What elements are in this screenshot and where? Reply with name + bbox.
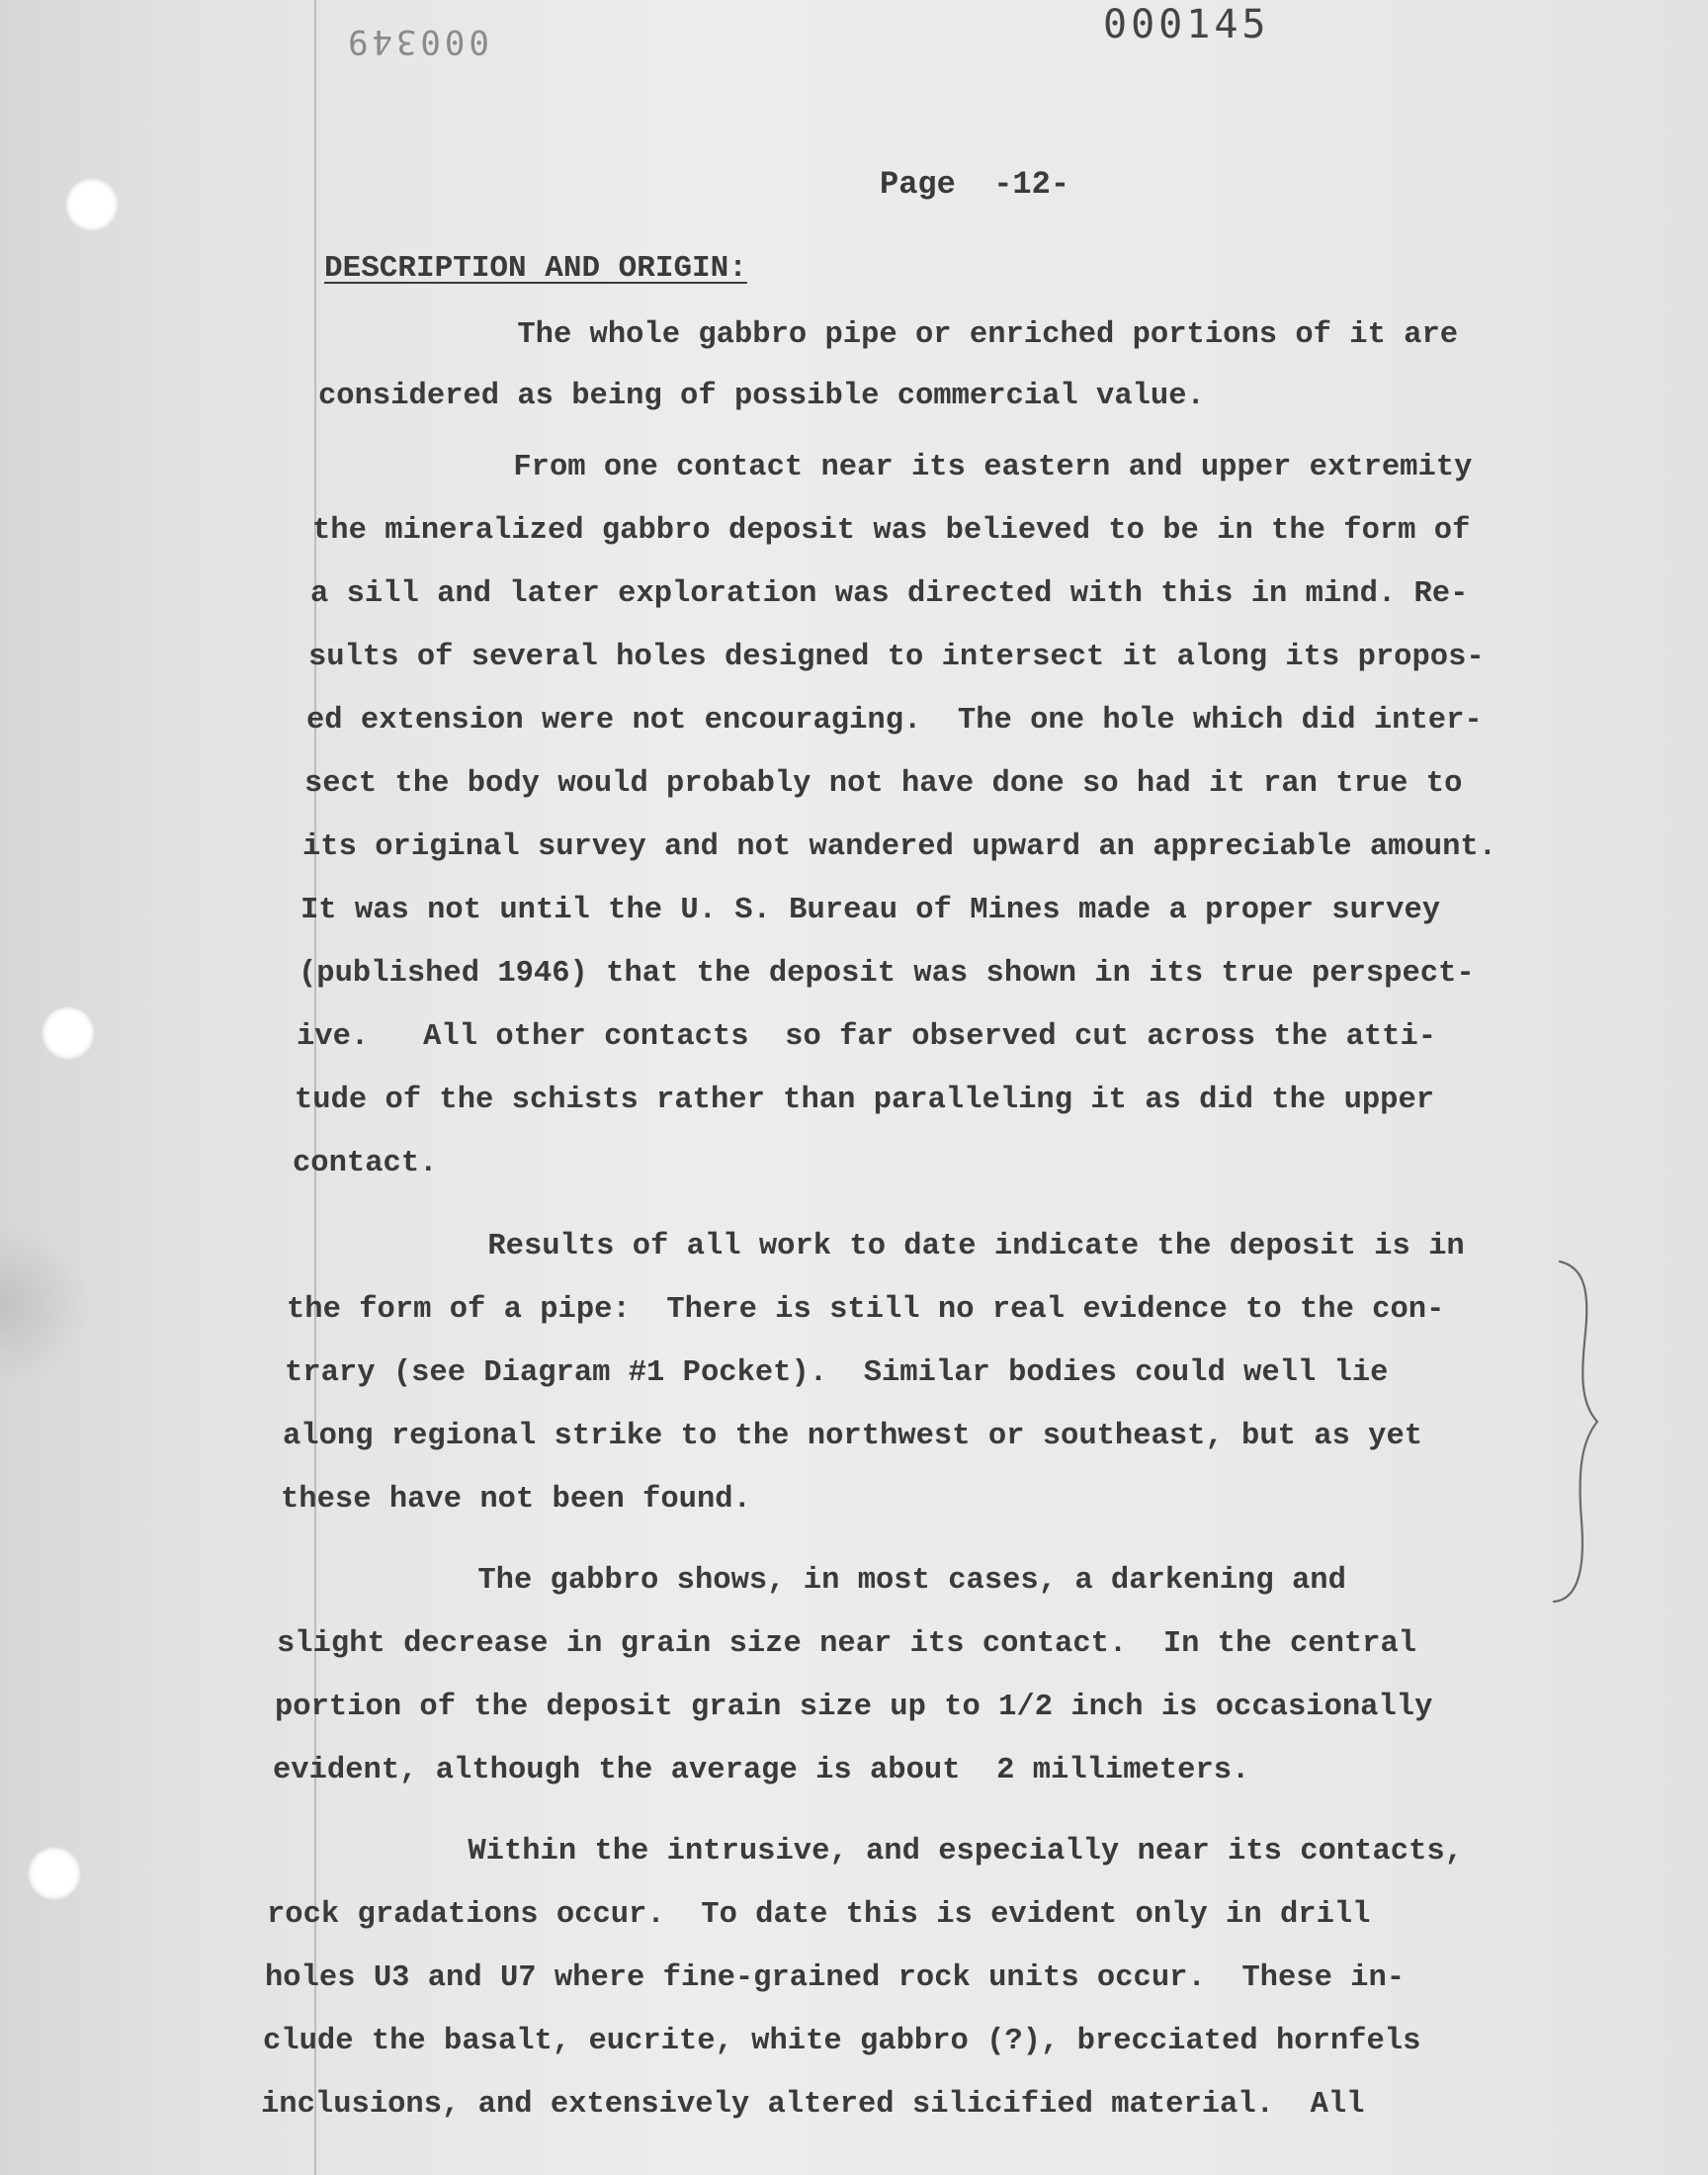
body-line: inclusions, and extensively altered silicified material. All bbox=[261, 2088, 1365, 2122]
body-line: its original survey and not wandered upward an appreciable amount. bbox=[302, 830, 1496, 864]
punch-hole-top bbox=[65, 178, 119, 231]
body-line: clude the basalt, eucrite, white gabbro (?), brecciated hornfels bbox=[263, 2025, 1421, 2058]
document-number-stamp-left: 000349 bbox=[344, 22, 489, 61]
body-line: trary (see Diagram #1 Pocket). Similar bodies could well lie bbox=[285, 1356, 1389, 1390]
body-line: contact. bbox=[293, 1147, 438, 1180]
body-line: considered as being of possible commercial value. bbox=[318, 380, 1205, 413]
body-line: From one contact near its eastern and upper extremity bbox=[314, 451, 1473, 484]
body-line: The gabbro shows, in most cases, a darkening and bbox=[279, 1564, 1346, 1598]
body-line: the form of a pipe: There is still no real evidence to the con- bbox=[287, 1293, 1445, 1327]
body-line: along regional strike to the northwest or southeast, but as yet bbox=[283, 1420, 1423, 1453]
section-heading: DESCRIPTION AND ORIGIN: bbox=[324, 251, 747, 286]
body-line: holes U3 and U7 where fine-grained rock units occur. These in- bbox=[265, 1961, 1406, 1995]
body-line: Within the intrusive, and especially near its contacts, bbox=[269, 1835, 1463, 1869]
body-line: It was not until the U. S. Bureau of Mines made a proper survey bbox=[300, 894, 1441, 927]
body-line: evident, although the average is about 2 millimeters. bbox=[273, 1754, 1250, 1787]
page-number: Page -12- bbox=[880, 166, 1070, 203]
body-line: a sill and later exploration was directed with this in mind. Re- bbox=[310, 577, 1469, 611]
handwritten-bracket-mark bbox=[1552, 1254, 1611, 1610]
body-line: ive. All other contacts so far observed cut across the atti- bbox=[297, 1020, 1437, 1054]
body-line: (published 1946) that the deposit was shown in its true perspect- bbox=[299, 957, 1475, 991]
punch-hole-bottom bbox=[28, 1847, 81, 1900]
scan-shadow bbox=[0, 1226, 89, 1384]
body-line: the mineralized gabbro deposit was believed to be in the form of bbox=[312, 514, 1471, 548]
body-line: portion of the deposit grain size up to 1/2 inch is occasionally bbox=[275, 1691, 1433, 1724]
body-line: tude of the schists rather than paralleling it as did the upper bbox=[295, 1084, 1435, 1117]
body-line: slight decrease in grain size near its contact. In the central bbox=[277, 1627, 1417, 1661]
document-number-stamp-right: 000145 bbox=[1103, 2, 1270, 47]
body-line: The whole gabbro pipe or enriched portions of it are bbox=[318, 318, 1459, 352]
body-line: ed extension were not encouraging. The one hole which did inter- bbox=[306, 704, 1483, 738]
body-line: these have not been found. bbox=[281, 1483, 751, 1517]
body-line: Results of all work to date indicate the deposit is in bbox=[289, 1230, 1465, 1263]
body-line: sect the body would probably not have done so had it ran true to bbox=[304, 767, 1463, 801]
punch-hole-middle bbox=[42, 1006, 95, 1060]
body-line: sults of several holes designed to intersect it along its propos- bbox=[308, 641, 1485, 674]
body-line: rock gradations occur. To date this is evident only in drill bbox=[267, 1898, 1371, 1932]
